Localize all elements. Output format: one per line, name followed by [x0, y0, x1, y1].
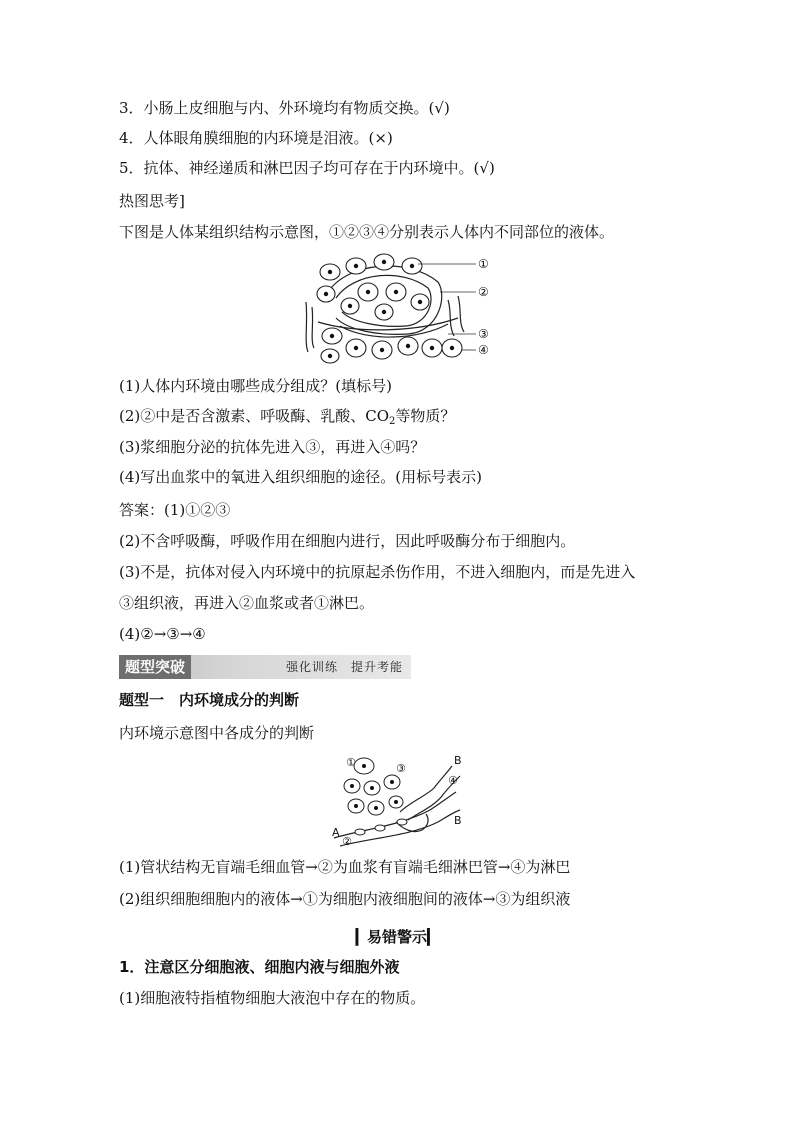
question-2-subscript: 2	[389, 416, 396, 427]
answer-1: 答案：(1)①②③	[119, 501, 231, 519]
tissue-structure-figure	[298, 252, 498, 368]
fig2-label-B-top: B	[454, 754, 462, 767]
statement-5: 5．抗体、神经递质和淋巴因子均可存在于内环境中。(√)	[119, 159, 495, 177]
fig2-label-2: ②	[342, 835, 352, 848]
fig1-label-4: ④	[478, 343, 489, 357]
section-banner	[119, 655, 411, 679]
diagram-explanation-2: (2)组织细胞细胞内的液体→①为细胞内液细胞间的液体→③为组织液	[119, 890, 571, 908]
fig2-label-1: ①	[346, 756, 356, 769]
internal-environment-figure	[330, 752, 470, 848]
question-3: (3)浆细胞分泌的抗体先进入③，再进入④吗？	[119, 438, 426, 456]
statement-4: 4．人体眼角膜细胞的内环境是泪液。(×)	[119, 129, 393, 147]
question-2-text: (2)②中是否含激素、呼吸酶、乳酸、CO	[119, 407, 390, 425]
answer-3-line-2: ③组织液，再进入②血浆或者①淋巴。	[119, 594, 375, 612]
section-heading-hot-figure: 热图思考]	[119, 192, 185, 210]
answer-3-line-1: (3)不是，抗体对侵入内环境中的抗原起杀伤作用，不进入细胞内，而是先进入	[119, 563, 636, 581]
fig1-label-3: ③	[478, 327, 489, 341]
fig2-label-3: ③	[396, 762, 406, 775]
question-4: (4)写出血浆中的氧进入组织细胞的途径。(用标号表示)	[119, 468, 482, 486]
warning-detail-1: (1)细胞液特指植物细胞大液泡中存在的物质。	[119, 989, 426, 1007]
warning-heading: ▎易错警示▎	[355, 928, 439, 946]
question-2-text-end: 等物质？	[395, 407, 456, 425]
answer-4: (4)②→③→④	[119, 625, 206, 643]
fig2-label-B-bottom: B	[454, 814, 462, 827]
figure-intro: 下图是人体某组织结构示意图，①②③④分别表示人体内不同部位的液体。	[119, 223, 615, 241]
question-1: (1)人体内环境由哪些成分组成？(填标号)	[119, 377, 392, 395]
banner-subtitle: 强化训练 提升考能	[285, 660, 403, 674]
answer-2: (2)不含呼吸酶，呼吸作用在细胞内进行，因此呼吸酶分布于细胞内。	[119, 532, 576, 550]
fig1-label-1: ①	[478, 257, 489, 271]
question-2	[119, 406, 455, 426]
topic-heading: 题型一 内环境成分的判断	[119, 691, 300, 709]
banner-title: 题型突破	[119, 655, 191, 679]
fig1-label-2: ②	[478, 285, 489, 299]
fig2-label-4: ④	[448, 774, 458, 787]
fig2-label-A: A	[332, 826, 340, 839]
diagram-explanation-1: (1)管状结构无盲端毛细血管→②为血浆有盲端毛细淋巴管→④为淋巴	[119, 858, 571, 876]
warning-point-1: 1．注意区分细胞液、细胞内液与细胞外液	[119, 958, 400, 976]
statement-3: 3．小肠上皮细胞与内、外环境均有物质交换。(√)	[119, 99, 450, 117]
topic-subheading: 内环境示意图中各成分的判断	[119, 724, 315, 742]
